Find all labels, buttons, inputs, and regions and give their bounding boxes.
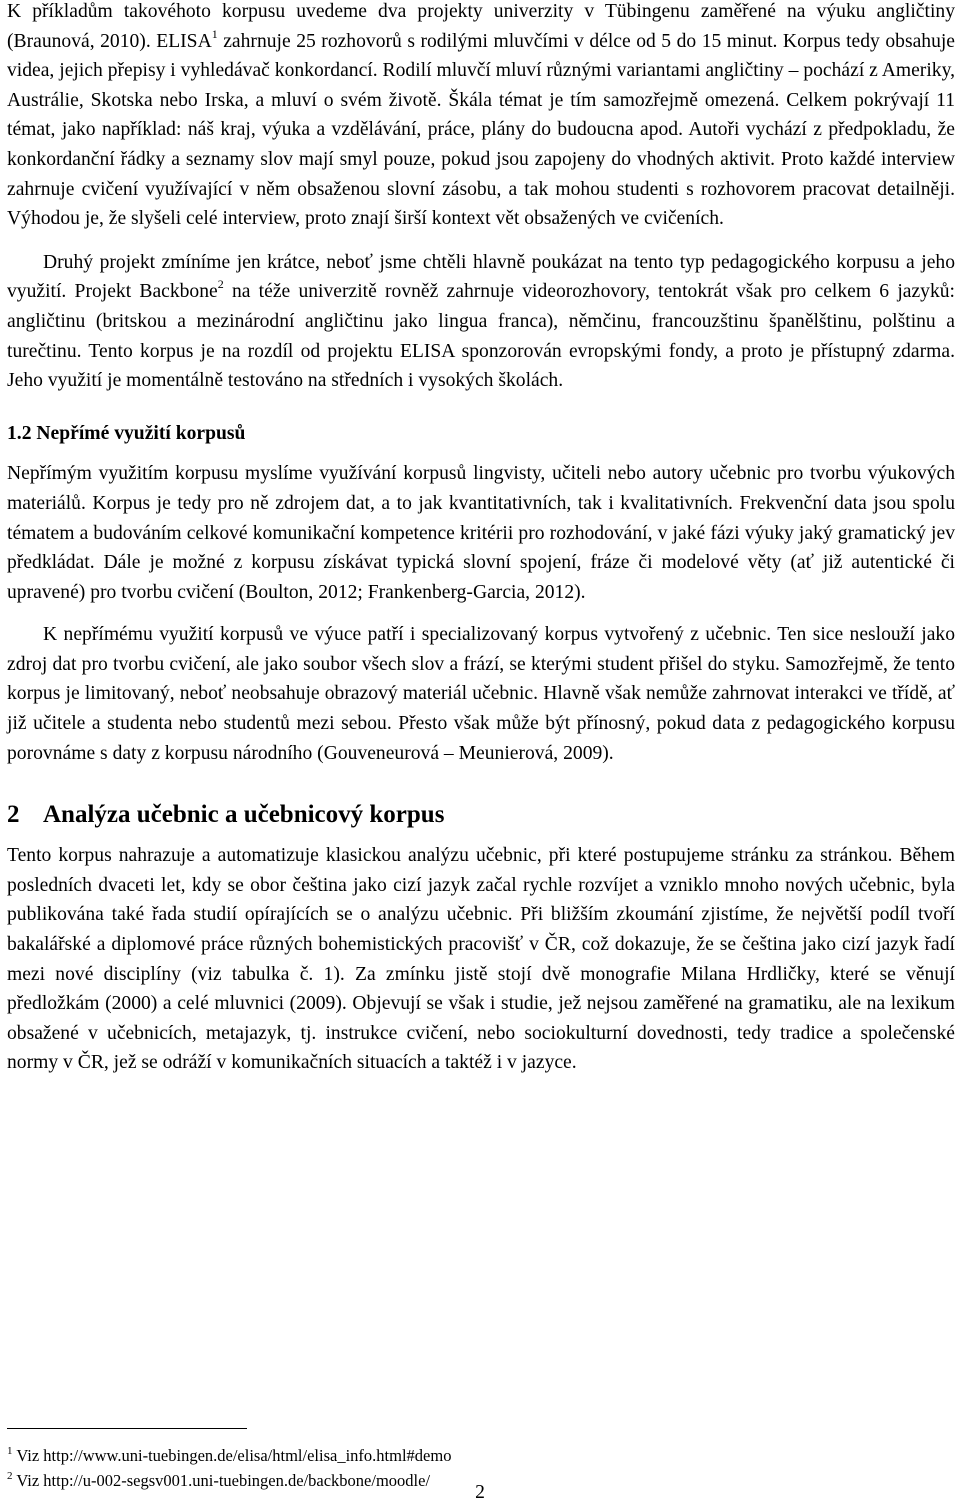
- paragraph-elisa-text-a: K příkladům takovéhoto korpusu uvedeme dva projekty univerzity v Tübingenu zaměřené na výuku angličtiny (Braunová, 2010). ELISA: [7, 1, 955, 52]
- section-heading: [7, 798, 955, 832]
- footnote-1-text: Viz http://www.uni-tuebingen.de/elisa/html/elisa_info.html#demo: [16, 1446, 452, 1465]
- subsection-heading: [7, 419, 955, 449]
- paragraph-backbone: [7, 248, 955, 396]
- paragraph-elisa-text-b: zahrnuje 25 rozhovorů s rodilými mluvčími v délce od 5 do 15 minut. Korpus tedy obsahuje videa, jejich přepisy i vyhledávač konkordancí. Rodilí mluvčí mluví různými variantami angličtiny – pochází z Ameriky, Austrálie, Skotska nebo Irska, a mluví o svém životě. Škála témat je tím samozřejmě omezená. Celkem pokrývají 11 témat, jako například: náš kraj, výuka a vzdělávání, práce, plány do budoucna apod. Autoři vychází z předpokladu, že konkordanční řádky a seznamy slov mají smyl pouze, pokud jsou zapojeny do vhodných aktivit. Proto každé interview zahrnuje cvičení využívající v něm obsaženou slovní zásobu, a tak mohou studenti s rozhovorem pracovat detailněji. Výhodou je, že slyšeli celé interview, proto znají širší kontext vět obsažených ve cvičeních.: [7, 30, 956, 230]
- section-number: 2: [7, 801, 20, 829]
- page-number: 2: [475, 1482, 485, 1503]
- footnote-separator: [7, 1428, 247, 1429]
- paragraph-textbook-corpus: K nepřímému využití korpusů ve výuce patří i specializovaný korpus vytvořený z učebnic. Ten sice neslouží jako zdroj dat pro tvorbu cvičení, ale jako soubor všech slov a frází, se kterými student přišel do styku. Samozřejmě, že tento korpus je limitovaný, neboť neobsahuje obrazový materiál učebnic. Hlavně však nemůže zahrnovat interakci ve třídě, ať již učitele a studenta nebo studentů mezi sebou. Přesto však může být přínosný, pokud data z pedagogického korpusu porovnáme s daty z korpusu národního (Gouveneurová – Meunierová, 2009).: [7, 624, 955, 764]
- page-body: [7, 0, 955, 1078]
- subsection-title: Nepřímé využití korpusů: [36, 422, 246, 444]
- paragraph-backbone-text-b: na téže univerzitě rovněž zahrnuje videorozhovory, tentokrát však pro celkem 6 jazyků: angličtinu (britskou a mezinárodní angličtinu jako lingua franca), němčinu, francouzštinu španělštinu, polštinu a turečtinu. Tento korpus je na rozdíl od projektu ELISA sponzorován evropskými fondy, a proto je přístupný zdarma. Jeho využití je momentálně testováno na středních i vysokých školách.: [7, 281, 955, 392]
- subsection-number: 1.2: [7, 422, 32, 444]
- footnote-1: [7, 1446, 451, 1466]
- paragraph-indirect-use: Nepřímým využitím korpusu myslíme využívání korpusů lingvisty, učiteli nebo autory učebnic pro tvorbu výukových materiálů. Korpus je tedy pro ně zdrojem dat, a to jak kvantitativních, tak i kvalitativních. Frekvenční data jsou spolu tématem a budováním celkové komunikační kompetence kritérii pro rozhodování, v jaké fázi výuky jaký gramatický jev předkládat. Dále je možné z korpusu získávat typická slovní spojení, fráze či modelové věty (ať již autentické či upravené) pro tvorbu cvičení (Boulton, 2012; Frankenberg-Garcia, 2012).: [7, 463, 955, 603]
- footnote-2-mark: 2: [7, 1470, 13, 1482]
- paragraph-backbone-text-a: Druhý projekt zmíníme jen krátce, neboť jsme chtěli hlavně poukázat na tento typ pedagogického korpusu a jeho využití. Projekt Backbone: [7, 251, 955, 303]
- paragraph-elisa: [7, 0, 955, 234]
- section-title: Analýza učebnic a učebnicový korpus: [43, 801, 445, 829]
- paragraph-textbook-analysis: Tento korpus nahrazuje a automatizuje klasickou analýzu učebnic, při které postupujeme stránku za stránkou. Během posledních dvaceti let, kdy se obor čeština jako cizí jazyk začal rychle rozvíjet a vzniklo mnoho nových učebnic, byla publikována také řada studií opírajících se o analýzu učebnic. Při bližším zkoumání zjistíme, že největší podíl tvoří bakalářské a diplomové práce různých bohemistických pracovišť v ČR, což dokazuje, že se čeština jako cizí jazyk řadí mezi nové disciplíny (viz tabulka č. 1). Za zmínku jistě stojí dvě monografie Milana Hrdličky, které se věnují předložkám (2000) a celé mluvnici (2009). Objevují se však i studie, jež nejsou zaměřené na gramatiku, ale na lexikum obsažené v učebnicích, metajazyk, tj. instrukce cvičení, nebo sociokulturní dovednosti, tedy tradice a společenské normy v ČR, jež se odráží v komunikačních situacích a taktéž i v jazyce.: [7, 845, 955, 1074]
- footnote-ref-1: 1: [211, 26, 218, 41]
- footnote-ref-2: 2: [217, 277, 224, 292]
- footnote-1-mark: 1: [7, 1445, 13, 1457]
- footnote-2-text: Viz http://u-002-segsv001.uni-tuebingen.de/backbone/moodle/: [16, 1471, 431, 1490]
